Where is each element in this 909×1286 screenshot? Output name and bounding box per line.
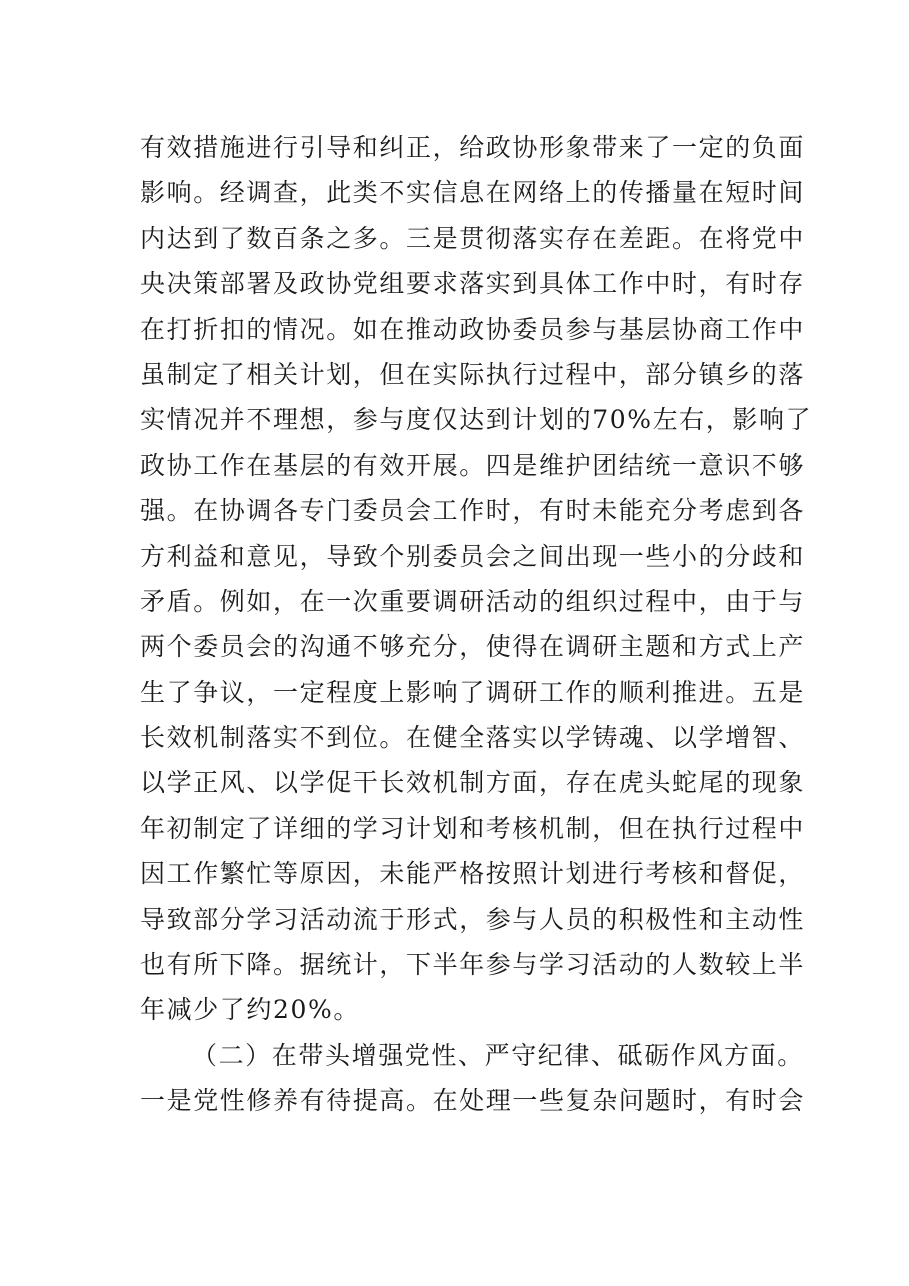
text-line: 两个委员会的沟通不够充分，使得在调研主题和方式上产 bbox=[140, 632, 806, 662]
text-line: 方利益和意见，导致个别委员会之间出现一些小的分歧和 bbox=[140, 541, 806, 571]
text-line: 长效机制落实不到位。在健全落实以学铸魂、以学增智、 bbox=[140, 723, 806, 753]
text-line: 年初制定了详细的学习计划和考核机制，但在执行过程中 bbox=[140, 813, 806, 843]
text-line: 央决策部署及政协党组要求落实到具体工作中时，有时存 bbox=[140, 269, 806, 299]
text-line: 导致部分学习活动流于形式，参与人员的积极性和主动性 bbox=[140, 904, 806, 934]
text-line: 矛盾。例如，在一次重要调研活动的组织过程中，由于与 bbox=[140, 586, 806, 616]
text-line: 生了争议，一定程度上影响了调研工作的顺利推进。五是 bbox=[140, 677, 806, 707]
text-line: 在打折扣的情况。如在推动政协委员参与基层协商工作中 bbox=[140, 314, 806, 344]
text-line: 实情况并不理想，参与度仅达到计划的70%左右，影响了 bbox=[140, 405, 813, 435]
text-line: 年减少了约20%。 bbox=[140, 995, 360, 1025]
text-line: 影响。经调查，此类不实信息在网络上的传播量在短时间 bbox=[140, 178, 806, 208]
text-line: 政协工作在基层的有效开展。四是维护团结统一意识不够 bbox=[140, 450, 806, 480]
text-line: 以学正风、以学促干长效机制方面，存在虎头蛇尾的现象 bbox=[140, 768, 806, 798]
text-line: 有效措施进行引导和纠正，给政协形象带来了一定的负面 bbox=[140, 133, 806, 162]
text-line: 因工作繁忙等原因，未能严格按照计划进行考核和督促， bbox=[140, 859, 806, 889]
section-heading: （二）在带头增强党性、严守纪律、砥砺作风方面。 bbox=[192, 1040, 804, 1070]
text-line: 虽制定了相关计划，但在实际执行过程中，部分镇乡的落 bbox=[140, 359, 806, 389]
text-line: 也有所下降。据统计，下半年参与学习活动的人数较上半 bbox=[140, 950, 806, 980]
text-line: 一是党性修养有待提高。在处理一些复杂问题时，有时会 bbox=[140, 1086, 806, 1116]
body-text bbox=[140, 125, 813, 1124]
text-line: 内达到了数百条之多。三是贯彻落实存在差距。在将党中 bbox=[140, 223, 806, 253]
text-line: 强。在协调各专门委员会工作时，有时未能充分考虑到各 bbox=[140, 496, 806, 526]
